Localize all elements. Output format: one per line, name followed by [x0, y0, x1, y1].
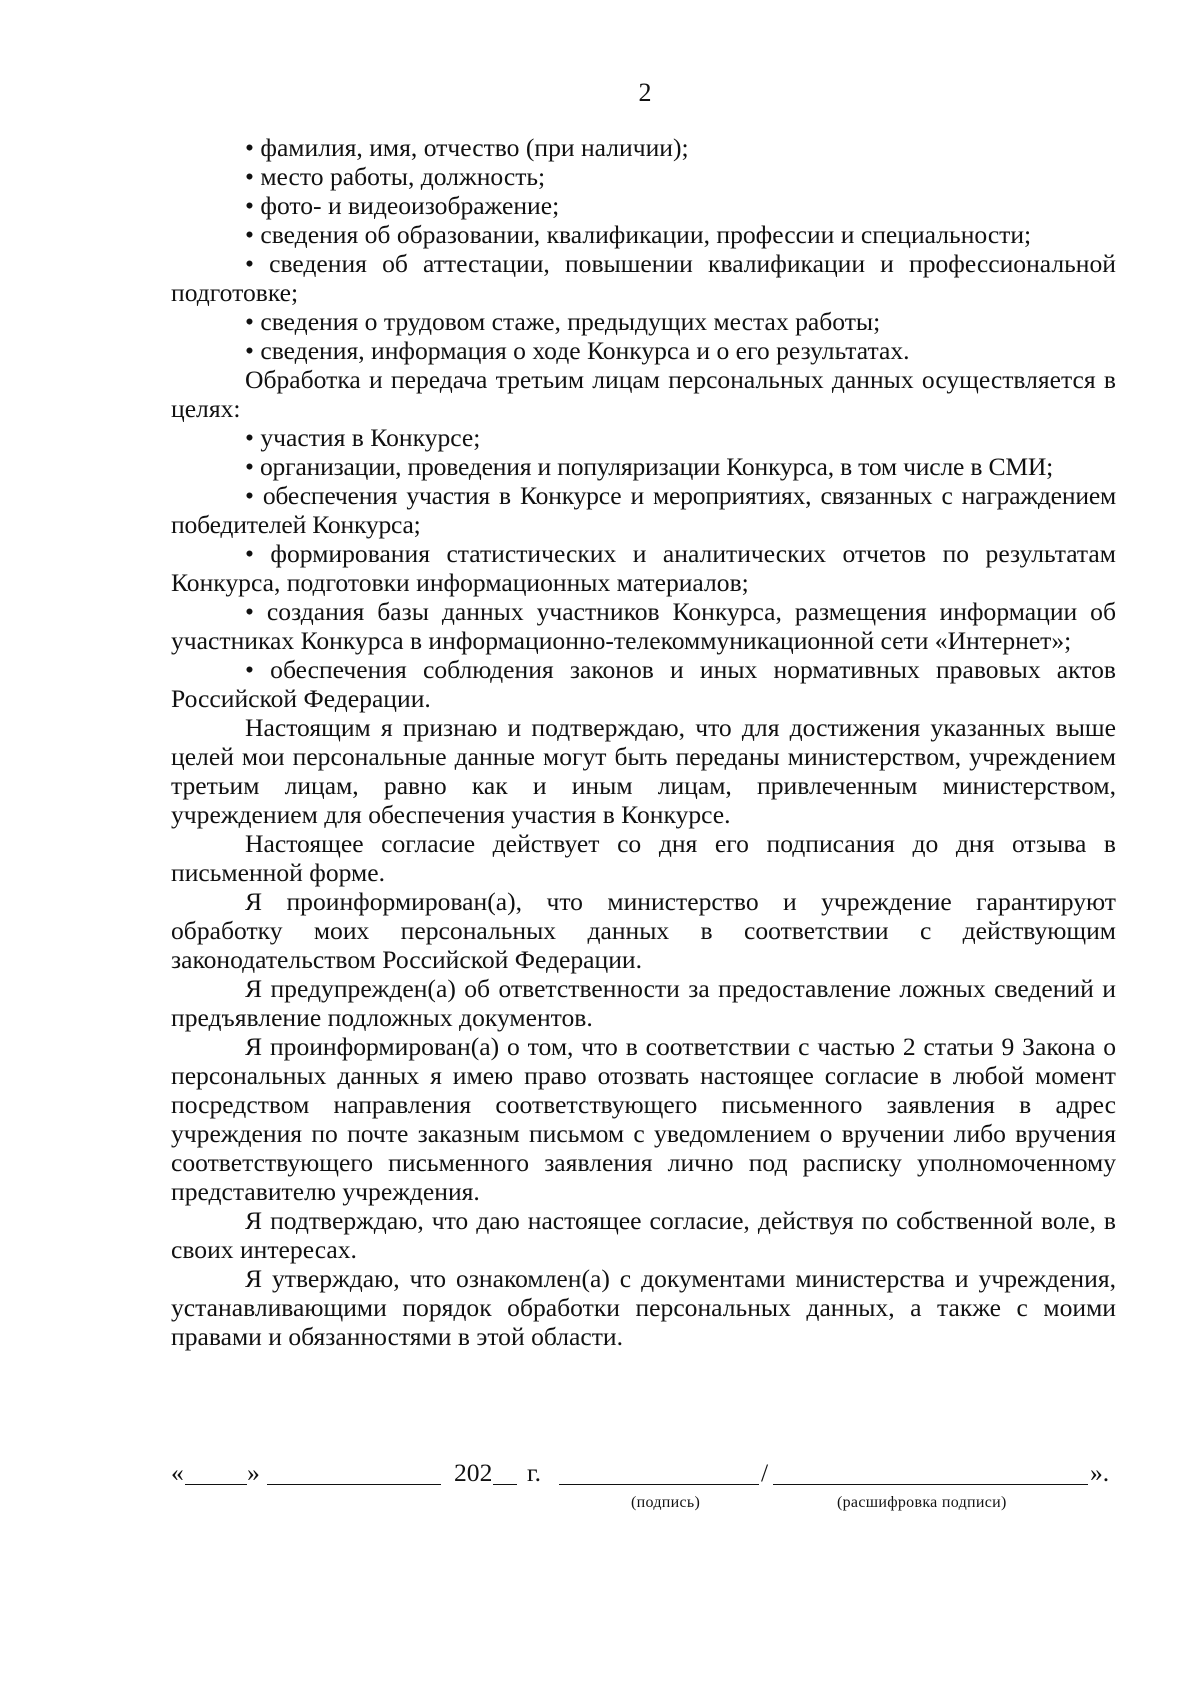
- list-item: • сведения, информация о ходе Конкурса и о его результатах.: [245, 336, 910, 365]
- list-item: • сведения о трудовом стаже, предыдущих местах работы;: [245, 307, 881, 336]
- decoding-caption: (расшифровка подписи): [837, 1494, 1007, 1511]
- month-blank: [267, 1458, 441, 1485]
- list-item: • организации, проведения и популяризации Конкурса, в том числе в СМИ;: [245, 452, 1054, 481]
- document-body: [171, 133, 1116, 1351]
- date-close-quote: »: [247, 1458, 260, 1487]
- paragraph: Я проинформирован(а), что министерство и учреждение гарантируют обработку моих персональных данных в соответствии с действующим законодательством Российской Федерации.: [171, 887, 1116, 974]
- page-number: 2: [638, 78, 652, 107]
- list-item: • обеспечения участия в Конкурсе и мероприятиях, связанных с награждением победителей Конкурса;: [171, 481, 1116, 539]
- signature-caption: (подпись): [631, 1494, 701, 1511]
- year-blank: [493, 1458, 517, 1485]
- list-item: • участия в Конкурсе;: [245, 423, 481, 452]
- paragraph: Настоящим я признаю и подтверждаю, что для достижения указанных выше целей мои персональные данные могут быть переданы министерством, учреждением третьим лицам, равно как и иным лицам, привлеченным министерством, учреждением для обеспечения участия в Конкурсе.: [171, 713, 1116, 829]
- paragraph: Я утверждаю, что ознакомлен(а) с документами министерства и учреждения, устанавливающими порядок обработки персональных данных, а также с моими правами и обязанностями в этой области.: [171, 1264, 1116, 1351]
- decoding-blank: [773, 1458, 1088, 1485]
- paragraph: Я проинформирован(а) о том, что в соответствии с частью 2 статьи 9 Закона о персональных данных я имею право отозвать настоящее согласие в любой момент посредством направления соответствующего письменного заявления в адрес учреждения по почте заказным письмом с уведомлением о вручении либо вручения соответствующего письменного заявления лично под расписку уполномоченному представителю учреждения.: [171, 1032, 1116, 1206]
- list-item: • сведения об образовании, квалификации, профессии и специальности;: [245, 220, 1032, 249]
- list-item: • фото- и видеоизображение;: [245, 191, 560, 220]
- list-item: • создания базы данных участников Конкурса, размещения информации об участниках Конкурса в информационно-телекоммуникационной сети «Интернет»;: [171, 597, 1116, 655]
- paragraph: Я предупрежден(а) об ответственности за предоставление ложных сведений и предъявление подложных документов.: [171, 974, 1116, 1032]
- signature-block: [171, 1458, 1116, 1518]
- year-suffix: г.: [527, 1458, 542, 1487]
- day-blank: [185, 1458, 247, 1485]
- paragraph: Настоящее согласие действует со дня его подписания до дня отзыва в письменной форме.: [171, 829, 1116, 887]
- signature-blank: [559, 1458, 759, 1485]
- year-prefix: 202: [454, 1458, 493, 1487]
- paragraph: Обработка и передача третьим лицам персональных данных осуществляется в целях:: [171, 365, 1116, 423]
- paragraph: Я подтверждаю, что даю настоящее согласие, действуя по собственной воле, в своих интересах.: [171, 1206, 1116, 1264]
- end-quote: ».: [1090, 1458, 1110, 1487]
- list-item: • формирования статистических и аналитических отчетов по результатам Конкурса, подготовки информационных материалов;: [171, 539, 1116, 597]
- list-item: • фамилия, имя, отчество (при наличии);: [245, 133, 689, 162]
- signature-slash: /: [761, 1458, 769, 1487]
- list-item: • место работы, должность;: [245, 162, 546, 191]
- list-item: • сведения об аттестации, повышении квалификации и профессиональной подготовке;: [171, 249, 1116, 307]
- date-open-quote: «: [171, 1458, 184, 1487]
- list-item: • обеспечения соблюдения законов и иных нормативных правовых актов Российской Федерации.: [171, 655, 1116, 713]
